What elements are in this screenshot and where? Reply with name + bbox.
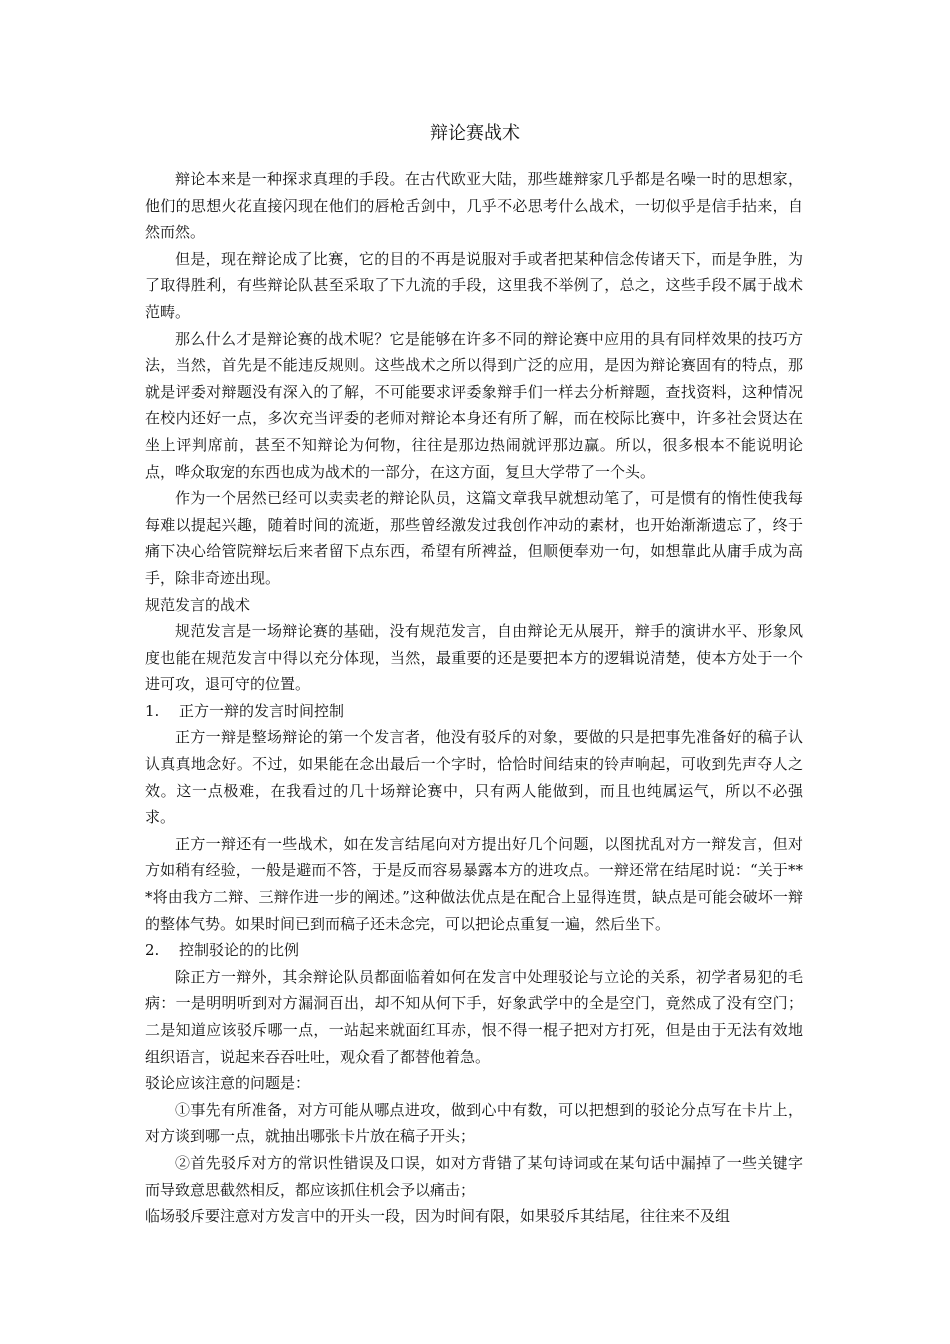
document-body	[145, 166, 803, 1230]
document-title: 辩论赛战术	[430, 123, 520, 144]
list-number: 2.	[145, 941, 160, 960]
paragraph: 作为一个居然已经可以卖卖老的辩论队员，这篇文章我早就想动笔了，可是惯有的惰性使我每每难以提起兴趣，随着时间的流逝，那些曾经激发过我创作冲动的素材，也开始渐渐遗忘了，终于痛下决心给管院辩坛后来者留下点东西，希望有所裨益，但顺便奉劝一句，如想靠此从庸手成为高手，除非奇迹出现。	[145, 489, 803, 587]
paragraph: 但是，现在辩论成了比赛，它的目的不再是说服对手或者把某种信念传诸天下，而是争胜，为了取得胜利，有些辩论队甚至采取了下九流的手段，这里我不举例了，总之，这些手段不属于战术范畴。	[145, 249, 803, 321]
list-heading-text: 正方一辩的发言时间控制	[179, 701, 345, 720]
section-heading: 规范发言的战术	[145, 595, 251, 614]
rebuttal-heading: 驳论应该注意的问题是：	[145, 1074, 311, 1093]
list-item-heading-1	[145, 698, 803, 725]
rebuttal-point: ②首先驳斥对方的常识性错误及口误，如对方背错了某句诗词或在某句话中漏掉了一些关键字而导致意思截然相反，都应该抓住机会予以痛击；	[145, 1153, 803, 1199]
list-heading-text: 控制驳论的的比例	[179, 941, 300, 960]
paragraph: 那么什么才是辩论赛的战术呢？它是能够在许多不同的辩论赛中应用的具有同样效果的技巧方法，当然，首先是不能违反规则。这些战术之所以得到广泛的应用，是因为辩论赛固有的特点，那就是评委对辩题没有深入的了解，不可能要求评委象辩手们一样去分析辩题，查找资料，这种情况在校内还好一点，多次充当评委的老师对辩论本身还有所了解，而在校际比赛中，许多社会贤达在坐上评判席前，甚至不知辩论为何物，往往是那边热闹就评那边赢。所以，很多根本不能说明论点，哗众取宠的东西也成为战术的一部分，在这方面，复旦大学带了一个头。	[145, 329, 803, 481]
section-intro: 规范发言是一场辩论赛的基础，没有规范发言，自由辩论无从展开，辩手的演讲水平、形象风度也能在规范发言中得以充分体现，当然，最重要的还是要把本方的逻辑说清楚，使本方处于一个进可攻，退可守的位置。	[145, 622, 803, 694]
paragraph: 辩论本来是一种探求真理的手段。在古代欧亚大陆，那些雄辩家几乎都是名噪一时的思想家，他们的思想火花直接闪现在他们的唇枪舌剑中，几乎不必思考什么战术，一切似乎是信手拈来，自然而然。	[145, 170, 803, 242]
paragraph: 除正方一辩外，其余辩论队员都面临着如何在发言中处理驳论与立论的关系，初学者易犯的毛病：一是明明听到对方漏洞百出，却不知从何下手，好象武学中的全是空门，竟然成了没有空门；二是知道应该驳斥哪一点，一站起来就面红耳赤，恨不得一棍子把对方打死，但是由于无法有效地组织语言，说起来吞吞吐吐，观众看了都替他着急。	[145, 967, 803, 1066]
closing-line: 临场驳斥要注意对方发言中的开头一段，因为时间有限，如果驳斥其结尾，往往来不及组	[145, 1207, 731, 1226]
list-number: 1.	[145, 701, 160, 720]
rebuttal-point: ①事先有所准备，对方可能从哪点进攻，做到心中有数，可以把想到的驳论分点写在卡片上，对方谈到哪一点，就抽出哪张卡片放在稿子开头；	[145, 1100, 803, 1146]
paragraph: 正方一辩还有一些战术，如在发言结尾向对方提出好几个问题，以图扰乱对方一辩发言，但对方如稍有经验，一般是避而不答，于是反而容易暴露本方的进攻点。一辩还常在结尾时说：“关于***将由我方二辩、三辩作进一步的阐述。”这种做法优点是在配合上显得连贯，缺点是可能会破坏一辩的整体气势。如果时间已到而稿子还未念完，可以把论点重复一遍，然后坐下。	[145, 834, 803, 933]
list-item-heading-2	[145, 937, 803, 964]
paragraph: 正方一辩是整场辩论的第一个发言者，他没有驳斥的对象，要做的只是把事先准备好的稿子认认真真地念好。不过，如果能在念出最后一个字时，恰恰时间结束的铃声响起，可收到先声夺人之效。这一点极难，在我看过的几十场辩论赛中，只有两人能做到，而且也纯属运气，所以不必强求。	[145, 728, 803, 827]
